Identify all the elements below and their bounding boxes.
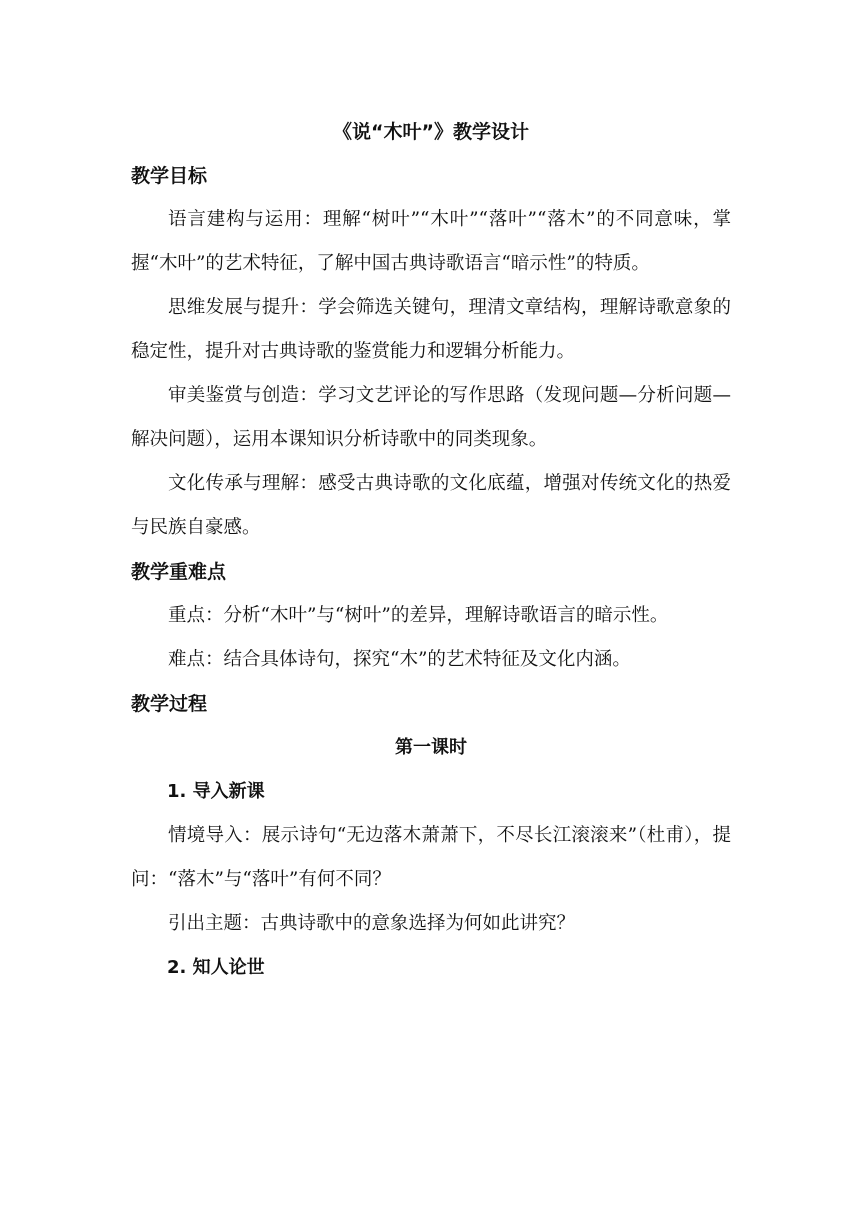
objective-paragraph: 审美鉴赏与创造：学习文艺评论的写作思路（发现问题—分析问题—解决问题），运用本课知识分析诗歌中的同类现象。: [131, 385, 731, 450]
step-heading: 2. 知人论世: [167, 957, 265, 978]
document-body: [131, 110, 731, 990]
step-paragraph: 情境导入：展示诗句“无边落木萧萧下，不尽长江滚滚来”（杜甫），提问：“落木”与“落叶”有何不同？: [131, 825, 731, 890]
key-points-heading: 教学重难点: [131, 561, 227, 583]
step-paragraph: 引出主题：古典诗歌中的意象选择为何如此讲究？: [168, 913, 576, 934]
document-title: 《说“木叶”》教学设计: [333, 121, 529, 143]
objectives-heading: 教学目标: [131, 165, 208, 187]
key-point-paragraph: 重点：分析“木叶”与“树叶”的差异，理解诗歌语言的暗示性。: [168, 605, 669, 626]
lesson-heading: 第一课时: [395, 737, 467, 758]
objective-paragraph: 思维发展与提升：学会筛选关键句，理清文章结构，理解诗歌意象的稳定性，提升对古典诗歌的鉴赏能力和逻辑分析能力。: [131, 297, 731, 362]
difficulty-paragraph: 难点：结合具体诗句，探究“木”的艺术特征及文化内涵。: [168, 649, 631, 670]
step-heading: 1. 导入新课: [167, 781, 265, 802]
process-heading: 教学过程: [131, 693, 208, 715]
objective-paragraph: 文化传承与理解：感受古典诗歌的文化底蕴，增强对传统文化的热爱与民族自豪感。: [131, 473, 731, 538]
objective-paragraph: 语言建构与运用：理解“树叶”“木叶”“落叶”“落木”的不同意味，掌握“木叶”的艺术特征，了解中国古典诗歌语言“暗示性”的特质。: [131, 209, 731, 274]
